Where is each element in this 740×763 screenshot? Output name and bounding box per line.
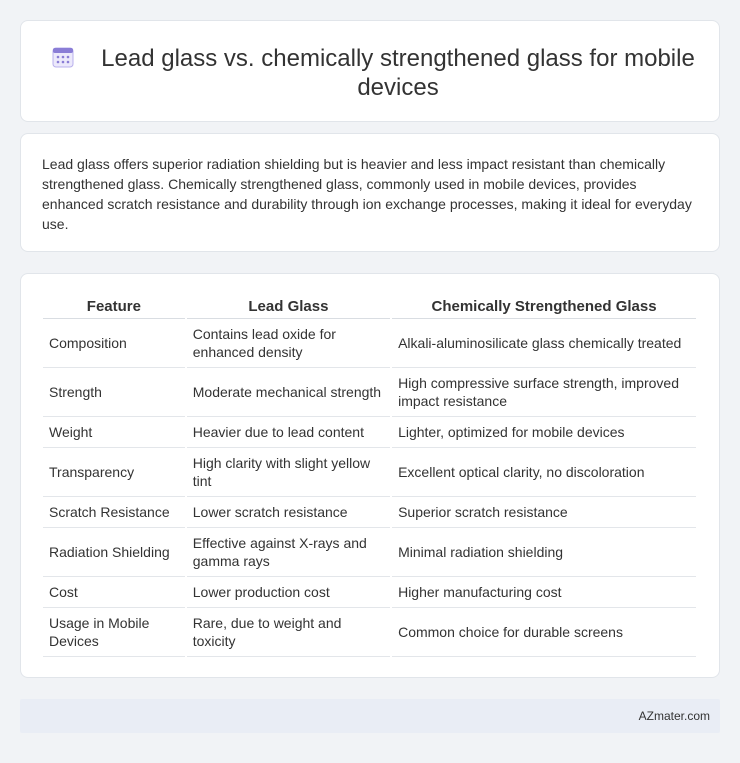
feature-cell: Composition [43, 319, 185, 368]
table-row [43, 608, 696, 657]
chemically-strengthened-cell: Excellent optical clarity, no discoloration [392, 448, 696, 497]
lead-glass-cell: Rare, due to weight and toxicity [187, 608, 390, 657]
footer-bar [20, 699, 720, 733]
column-header-lead-glass: Lead Glass [187, 295, 390, 319]
feature-cell: Strength [43, 368, 185, 417]
feature-cell: Scratch Resistance [43, 497, 185, 528]
chemically-strengthened-cell: Minimal radiation shielding [392, 528, 696, 577]
comparison-card [20, 273, 720, 678]
table-row [43, 368, 696, 417]
summary-paragraph: Lead glass offers superior radiation shielding but is heavier and less impact resistant than chemically strengthened glass. Chemically strengthened glass, commonly used in mobile devices, provides enhanced scratch resistance and durability through ion exchange processes, making it ideal for everyday use. [42, 156, 692, 232]
table-row [43, 497, 696, 528]
feature-cell: Weight [43, 417, 185, 448]
table-row [43, 577, 696, 608]
column-header-feature: Feature [43, 295, 185, 319]
chemically-strengthened-cell: High compressive surface strength, improved impact resistance [392, 368, 696, 417]
lead-glass-cell: Lower production cost [187, 577, 390, 608]
feature-cell: Radiation Shielding [43, 528, 185, 577]
summary-card [20, 133, 720, 252]
chemically-strengthened-cell: Superior scratch resistance [392, 497, 696, 528]
lead-glass-cell: Lower scratch resistance [187, 497, 390, 528]
feature-cell: Cost [43, 577, 185, 608]
feature-cell: Transparency [43, 448, 185, 497]
title-card [20, 20, 720, 122]
chemically-strengthened-cell: Lighter, optimized for mobile devices [392, 417, 696, 448]
table-header-row [43, 295, 696, 319]
lead-glass-cell: High clarity with slight yellow tint [187, 448, 390, 497]
feature-cell: Usage in Mobile Devices [43, 608, 185, 657]
footer-credit: AZmater.com [638, 709, 710, 723]
table-row [43, 319, 696, 368]
table-row [43, 448, 696, 497]
table-row [43, 417, 696, 448]
table-row [43, 528, 696, 577]
lead-glass-cell: Moderate mechanical strength [187, 368, 390, 417]
column-header-chemically-strengthened: Chemically Strengthened Glass [392, 295, 696, 319]
page-title: Lead glass vs. chemically strengthened glass for mobile devices [101, 45, 695, 101]
lead-glass-cell: Contains lead oxide for enhanced density [187, 319, 390, 368]
comparison-table [41, 295, 698, 657]
lead-glass-cell: Heavier due to lead content [187, 417, 390, 448]
lead-glass-cell: Effective against X-rays and gamma rays [187, 528, 390, 577]
chemically-strengthened-cell: Higher manufacturing cost [392, 577, 696, 608]
chemically-strengthened-cell: Common choice for durable screens [392, 608, 696, 657]
chemically-strengthened-cell: Alkali-aluminosilicate glass chemically treated [392, 319, 696, 368]
